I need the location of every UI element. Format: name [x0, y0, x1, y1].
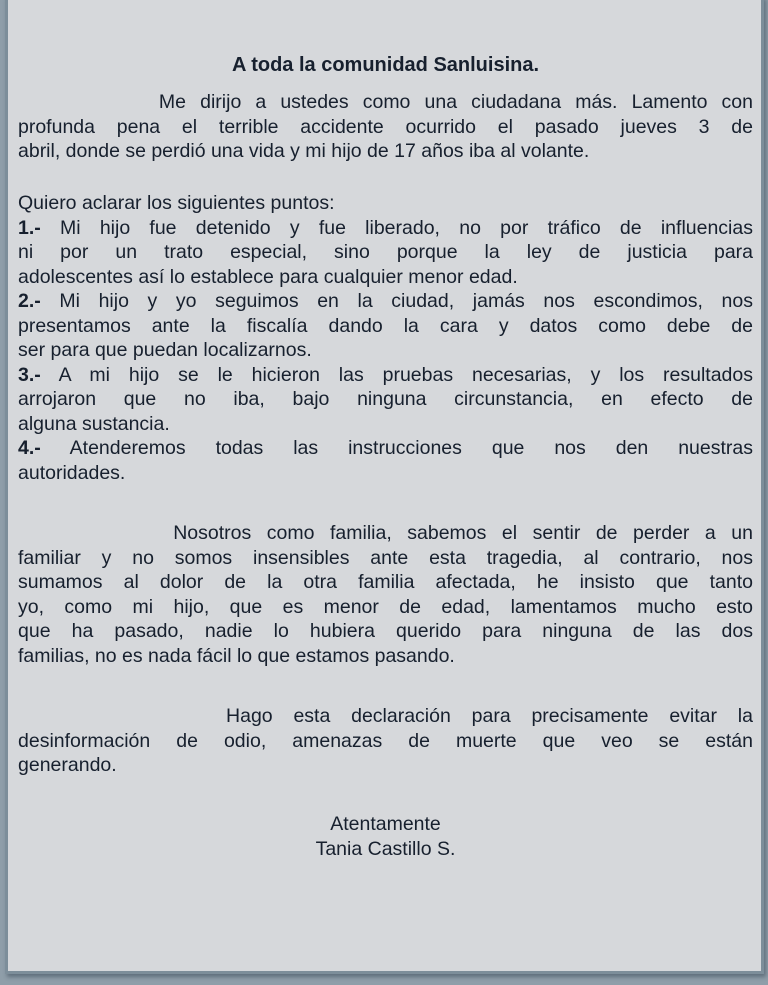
letter-title: A toda la comunidad Sanluisina.: [231, 54, 540, 76]
line-text: A mi hijo se le hicieron las pruebas necesarias, y los resultados: [40, 363, 753, 386]
text-line: [18, 704, 753, 728]
text-line: [18, 412, 753, 436]
line-text: desinformación de odio, amenazas de muerte que veo se están: [18, 729, 753, 752]
line-text: familiar y no somos insensibles ante esta tragedia, al contrario, nos: [18, 546, 753, 569]
signature: Tania Castillo S.: [315, 838, 456, 860]
text-line: [18, 595, 753, 619]
text-line: [18, 619, 753, 643]
line-text: Nosotros como familia, sabemos el sentir de perder a un: [18, 522, 753, 544]
line-text: sumamos al dolor de la otra familia afectada, he insisto que tanto: [18, 571, 753, 593]
text-line: [18, 546, 753, 570]
text-line: [18, 314, 753, 338]
line-text: profunda pena el terrible accidente ocurrido el pasado jueves 3 de: [18, 115, 753, 138]
text-line: [18, 289, 753, 313]
text-line: [18, 216, 753, 240]
line-text: yo, como mi hijo, que es menor de edad, lamentamos mucho esto: [18, 595, 753, 618]
point-number: 2.-: [18, 290, 41, 312]
text-line: [18, 570, 753, 594]
line-text: presentamos ante la fiscalía dando la cara y datos como debe de: [18, 314, 753, 337]
line-text: arrojaron que no iba, bajo ninguna circunstancia, en efecto de: [18, 388, 753, 410]
text-line: [18, 644, 753, 668]
line-text: generando.: [18, 754, 117, 776]
line-text: abril, donde se perdió una vida y mi hijo de 17 años iba al volante.: [18, 140, 590, 162]
line-text: ser para que puedan localizarnos.: [18, 339, 312, 361]
point-number: 1.-: [18, 216, 41, 239]
point-number: 4.-: [18, 437, 41, 459]
line-text: autoridades.: [18, 461, 126, 484]
text-line: [18, 753, 753, 777]
line-text: Atenderemos todas las instrucciones que nos den nuestras: [40, 437, 753, 459]
line-text: Quiero aclarar los siguientes puntos:: [18, 192, 335, 214]
closing: Atentamente: [330, 813, 441, 835]
text-line: [18, 265, 753, 289]
line-text: Mi hijo fue detenido y fue liberado, no por tráfico de influencias: [40, 216, 753, 239]
line-text: Hago esta declaración para precisamente evitar la: [18, 705, 753, 727]
text-line: [18, 191, 753, 215]
line-text: que ha pasado, nadie lo hubiera querido para ninguna de las dos: [18, 620, 753, 642]
line-text: ni por un trato especial, sino porque la ley de justicia para: [18, 241, 753, 263]
line-text: Me dirijo a ustedes como una ciudadana más. Lamento con: [18, 91, 753, 113]
line-text: Mi hijo y yo seguimos en la ciudad, jamás nos escondimos, nos: [40, 290, 753, 312]
text-line: [18, 338, 753, 362]
text-line: [18, 729, 753, 753]
text-line: [18, 521, 753, 545]
text-line: [18, 139, 753, 163]
text-line: [18, 90, 753, 114]
text-line: [18, 461, 753, 485]
text-line: [18, 436, 753, 460]
text-line: [18, 115, 753, 139]
point-number: 3.-: [18, 363, 41, 386]
letter-page: [5, 0, 764, 974]
line-text: alguna sustancia.: [18, 412, 170, 435]
text-line: [18, 240, 753, 264]
text-line: [18, 387, 753, 411]
line-text: familias, no es nada fácil lo que estamos pasando.: [18, 644, 455, 667]
text-line: [18, 363, 753, 387]
line-text: adolescentes así lo establece para cualquier menor edad.: [18, 265, 518, 288]
